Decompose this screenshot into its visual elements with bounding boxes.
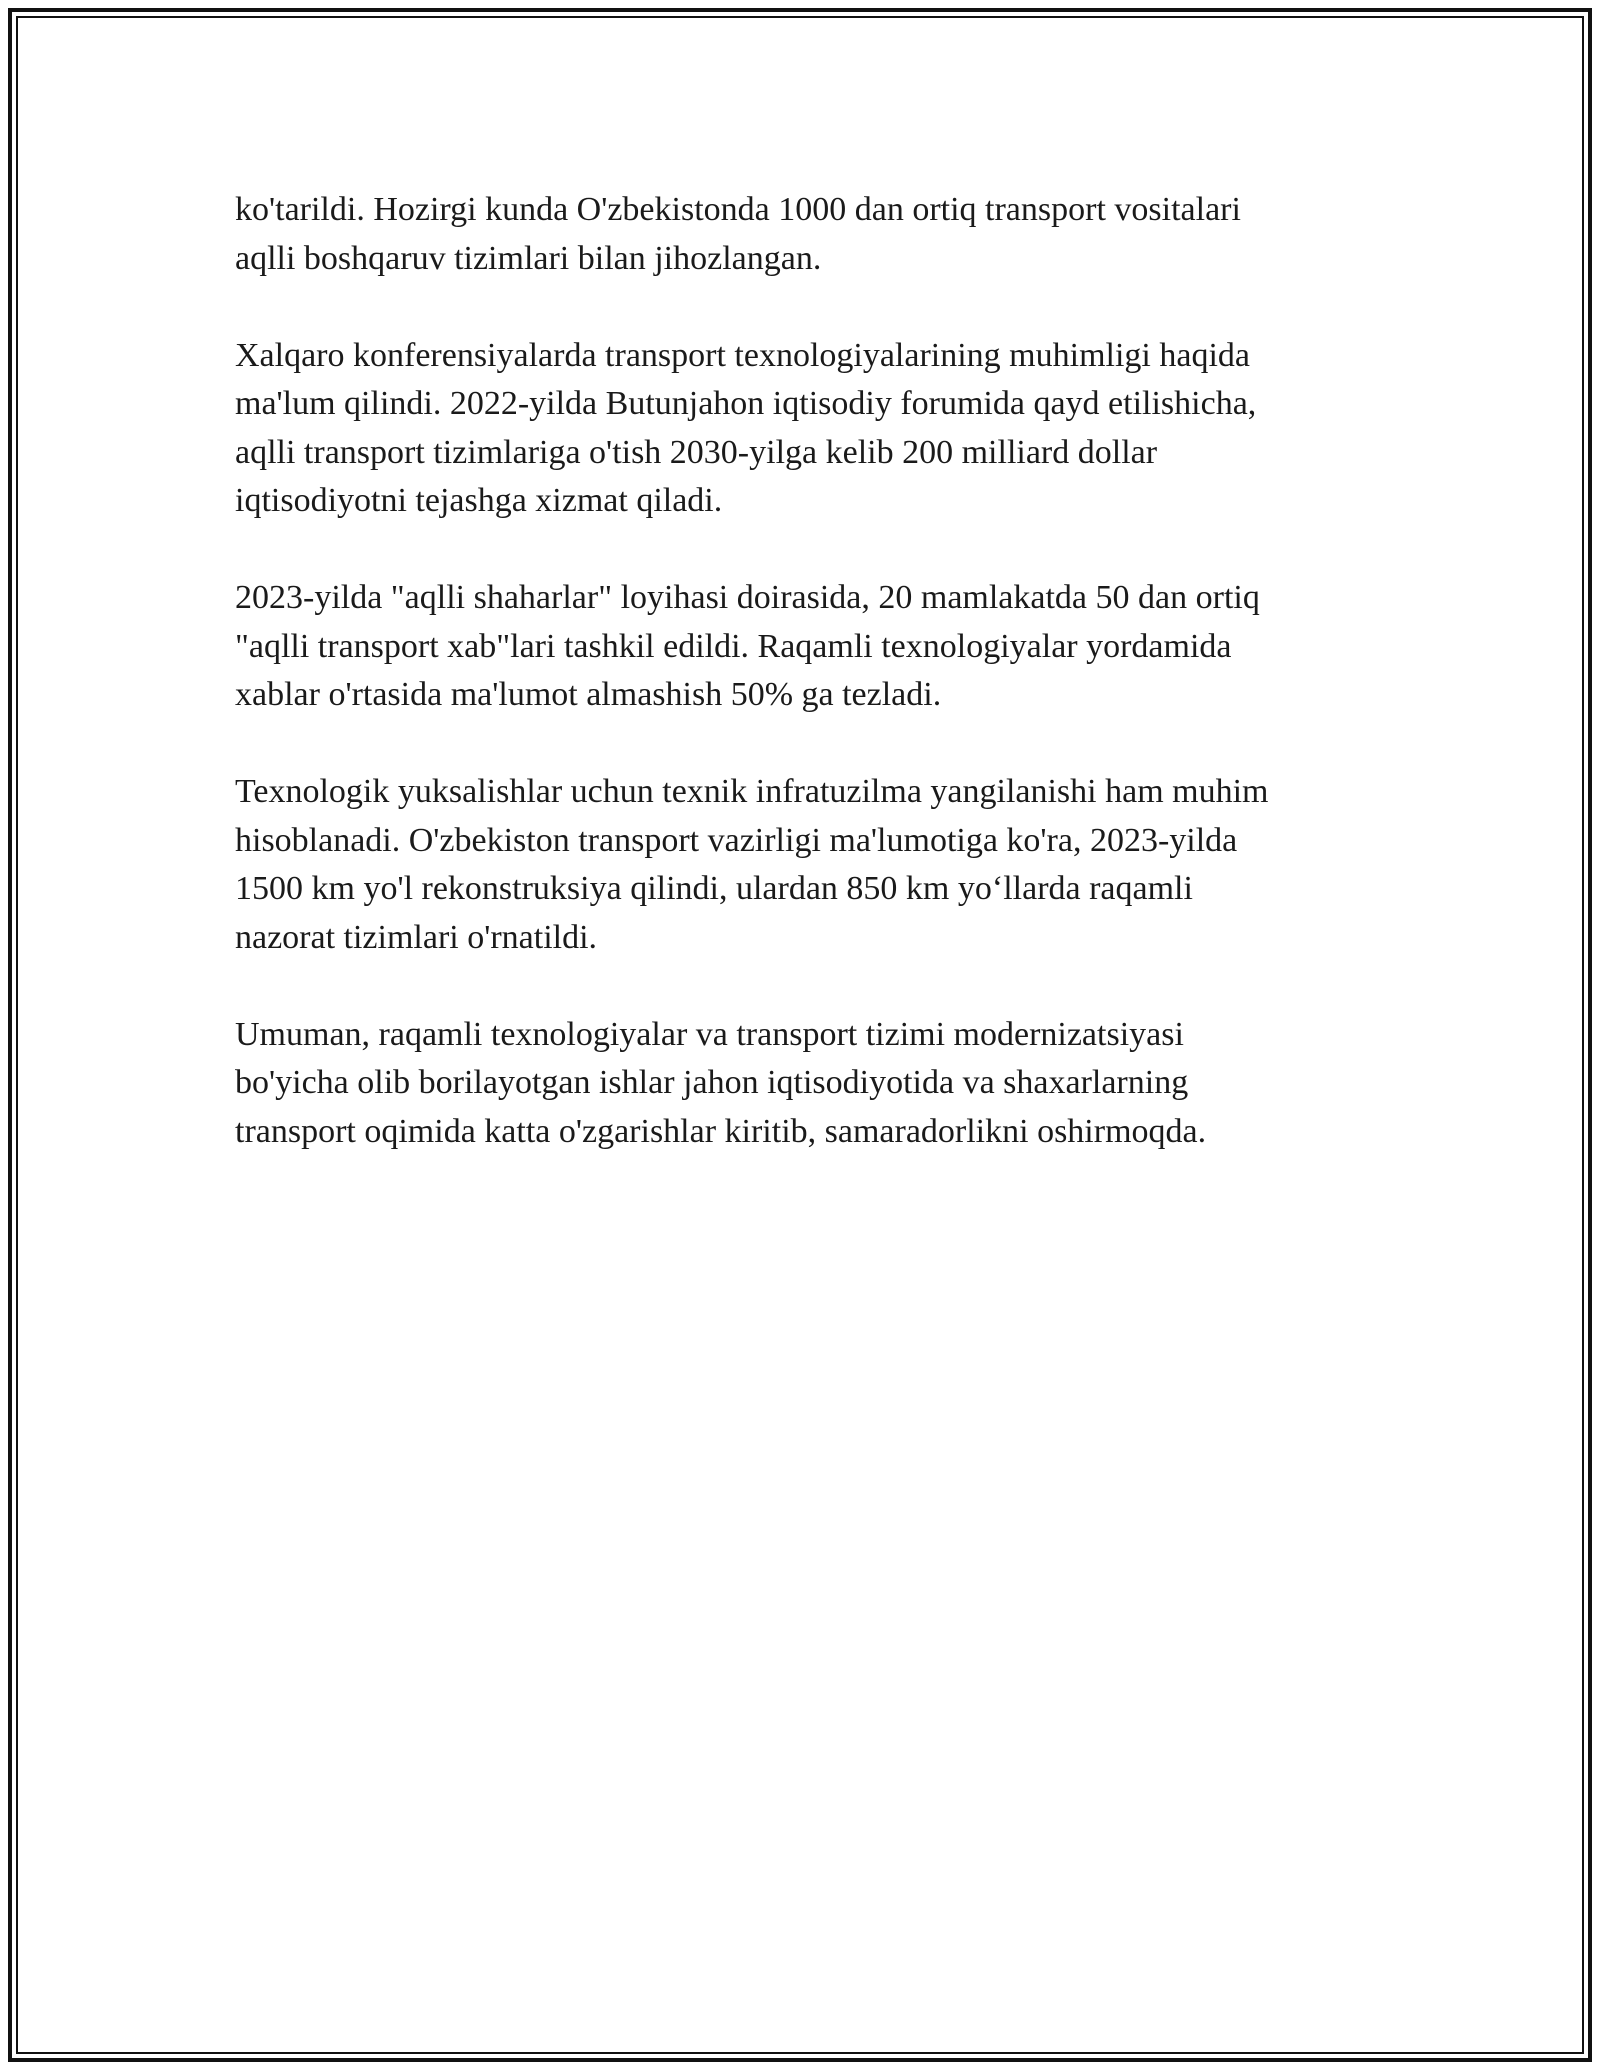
text-line: nazorat tizimlari o'rnatildi. — [235, 918, 598, 956]
text-line: aqlli boshqaruv tizimlari bilan jihozlangan. — [235, 239, 822, 277]
text-line: iqtisodiyotni tejashga xizmat qiladi. — [235, 482, 723, 519]
paragraph-5 — [235, 1011, 1385, 1157]
text-line: xablar o'rtasida ma'lumot almashish 50% ga tezladi. — [235, 676, 942, 713]
text-line: bo'yicha olib borilayotgan ishlar jahon iqtisodiyotida va shaxarlarning — [235, 1064, 1189, 1101]
text-line: "aqlli transport xab"lari tashkil edildi. Raqamli texnologiyalar yordamida — [235, 627, 1232, 665]
text-line: Texnologik yuksalishlar uchun texnik infratuzilma yangilanishi ham muhim — [235, 773, 1269, 810]
text-line: aqlli transport tizimlariga o'tish 2030-yilga kelib 200 milliard dollar — [235, 433, 1158, 471]
text-line: ma'lum qilindi. 2022-yilda Butunjahon iqtisodiy forumida qayd etilishicha, — [235, 385, 1257, 422]
text-line: 2023-yilda "aqlli shaharlar" loyihasi doirasida, 20 mamlakatda 50 dan ortiq — [235, 579, 1260, 616]
document-body — [235, 186, 1385, 1205]
paragraph-2 — [235, 332, 1385, 526]
text-line: transport oqimida katta o'zgarishlar kiritib, samaradorlikni oshirmoqda. — [235, 1112, 1207, 1150]
text-line: hisoblanadi. O'zbekiston transport vazirligi ma'lumotiga ko'ra, 2023-yilda — [235, 821, 1238, 859]
text-line: Xalqaro konferensiyalarda transport texnologiyalarining muhimligi haqida — [235, 336, 1250, 374]
text-line: Umuman, raqamli texnologiyalar va transport tizimi modernizatsiyasi — [235, 1015, 1184, 1053]
text-line: ko'tarildi. Hozirgi kunda O'zbekistonda 1000 dan ortiq transport vositalari — [235, 191, 1241, 228]
paragraph-1 — [235, 186, 1385, 283]
text-line: 1500 km yo'l rekonstruksiya qilindi, ulardan 850 km yo‘llarda raqamli — [235, 870, 1193, 907]
paragraph-3 — [235, 574, 1385, 720]
paragraph-4 — [235, 768, 1385, 962]
